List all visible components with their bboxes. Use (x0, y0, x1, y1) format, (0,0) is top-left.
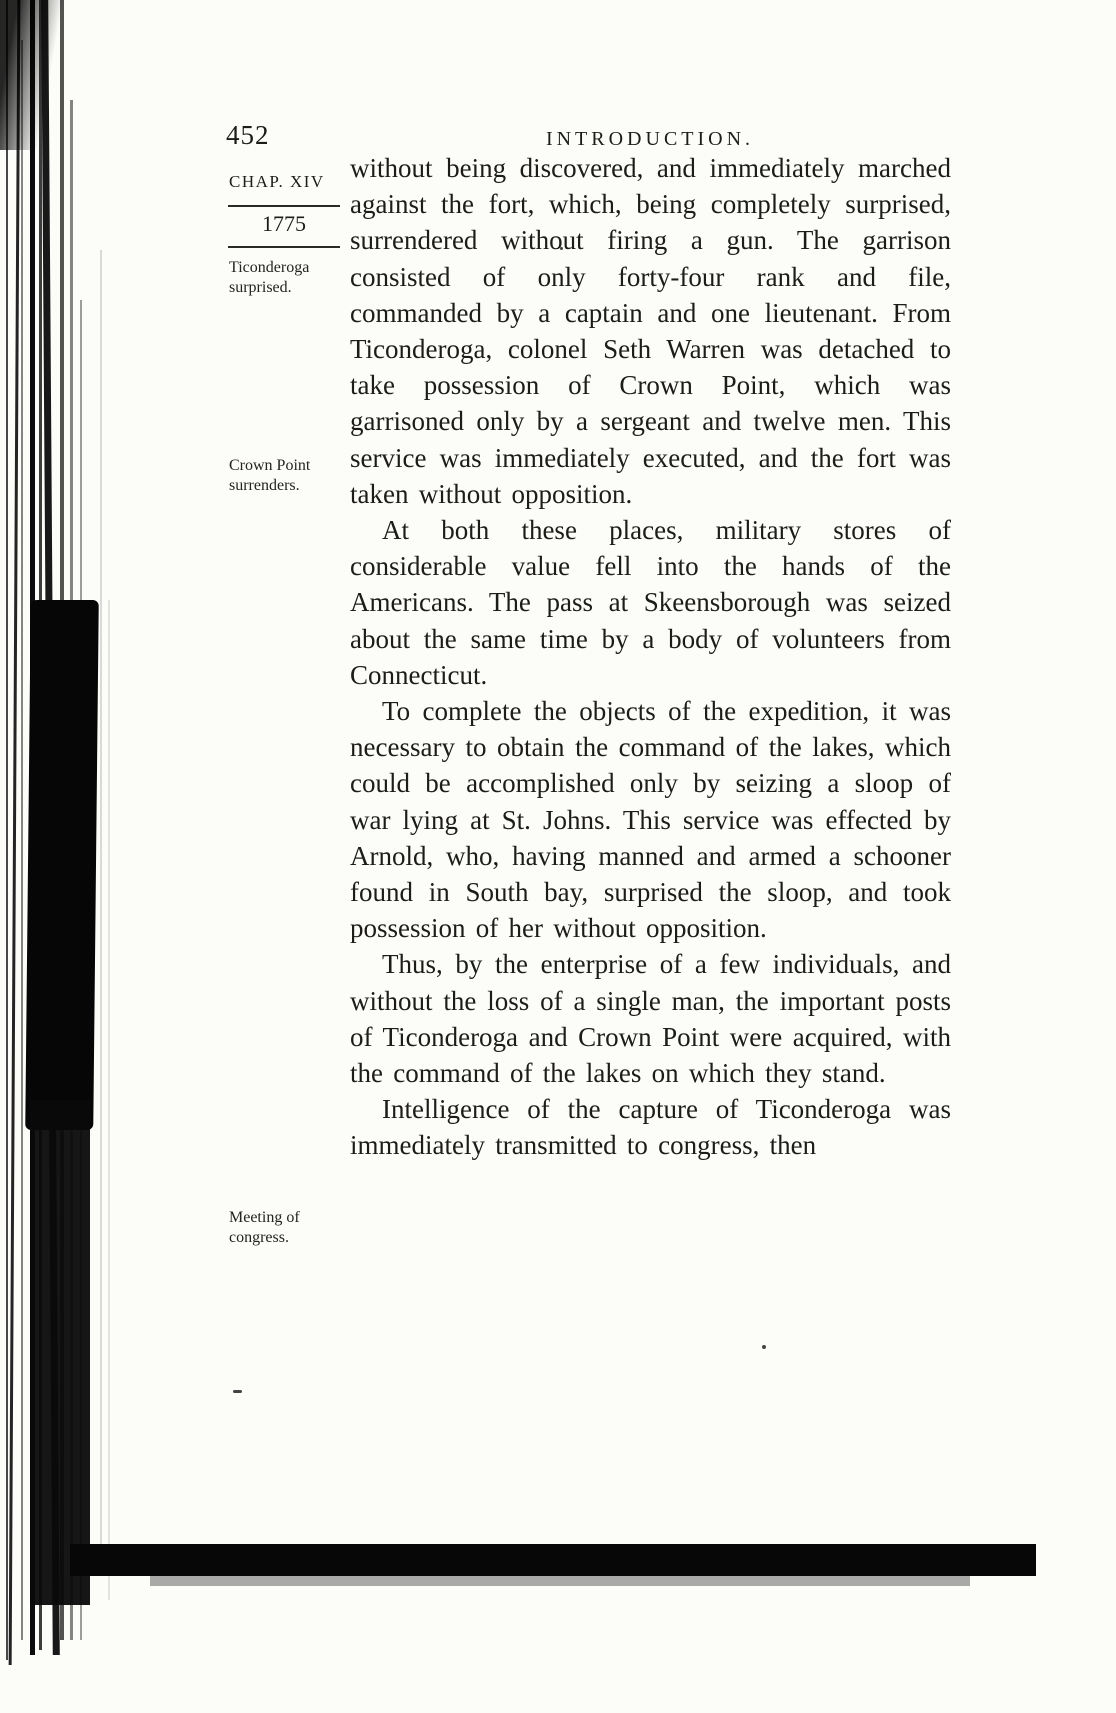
scan-speck (233, 1390, 242, 1393)
year-rule-top (228, 205, 340, 207)
paragraph: without being discovered, and immediately marched against the fort, which, being completely surprised, surrendered without firing a gun. The garrison consisted of only forty-four rank and file, commanded by a captain and one lieutenant. From Ticonderoga, colonel Seth Warren was detached to take possession of Crown Point, which was garrisoned only by a sergeant and twelve men. This service was immediately executed, and the fort was taken without opposition. (350, 153, 951, 509)
scan-bottom-bar (70, 1544, 1036, 1576)
scan-binding-shadow (30, 1100, 90, 1605)
scan-gutter-line (100, 250, 102, 1550)
paragraph: Thus, by the enterprise of a few individuals, and without the loss of a single man, the important posts of Ticonderoga and Crown Point were acquired, with the command of the lakes on which they stand. (350, 949, 951, 1089)
scan-streak (21, 40, 23, 1640)
paragraph: Intelligence of the capture of Ticonderoga was immediately transmitted to congress, then (350, 1094, 951, 1161)
year-rule-bottom (228, 246, 340, 248)
paragraph: At both these places, military stores of considerable value fell into the hands of the Americans. The pass at Skeensborough was seized about the same time by a body of volunteers from Connecticut. (350, 515, 951, 690)
scan-binding-shadow (25, 600, 99, 1130)
scan-streak (9, 0, 21, 1665)
running-header: INTRODUCTION. (545, 128, 755, 150)
side-note-meeting-of-congress: Meeting of congress. (229, 1209, 300, 1246)
page-number: 452 (226, 120, 270, 150)
body-text-column (350, 150, 951, 1164)
scan-corner-shadow (0, 0, 62, 150)
scan-bottom-bar-shadow (150, 1576, 970, 1586)
side-note-crown-point-surrenders: Crown Point surrenders. (229, 457, 311, 494)
paragraph: To complete the objects of the expedition, it was necessary to obtain the command of the lakes, which could be accomplished only by seizing a sloop of war lying at St. Johns. This service was effected by Arnold, who, having manned and armed a schooner found in South bay, surprised the sloop, and took possession of her without opposition. (350, 696, 951, 944)
scan-gutter-line (108, 600, 110, 1600)
chapter-label: CHAP. XIV (229, 172, 325, 191)
scan-speck (762, 1345, 766, 1349)
year-label: 1775 (262, 211, 306, 236)
side-note-ticonderoga-surprised: Ticonderoga surprised. (229, 259, 310, 296)
scan-streak (6, 0, 8, 1660)
